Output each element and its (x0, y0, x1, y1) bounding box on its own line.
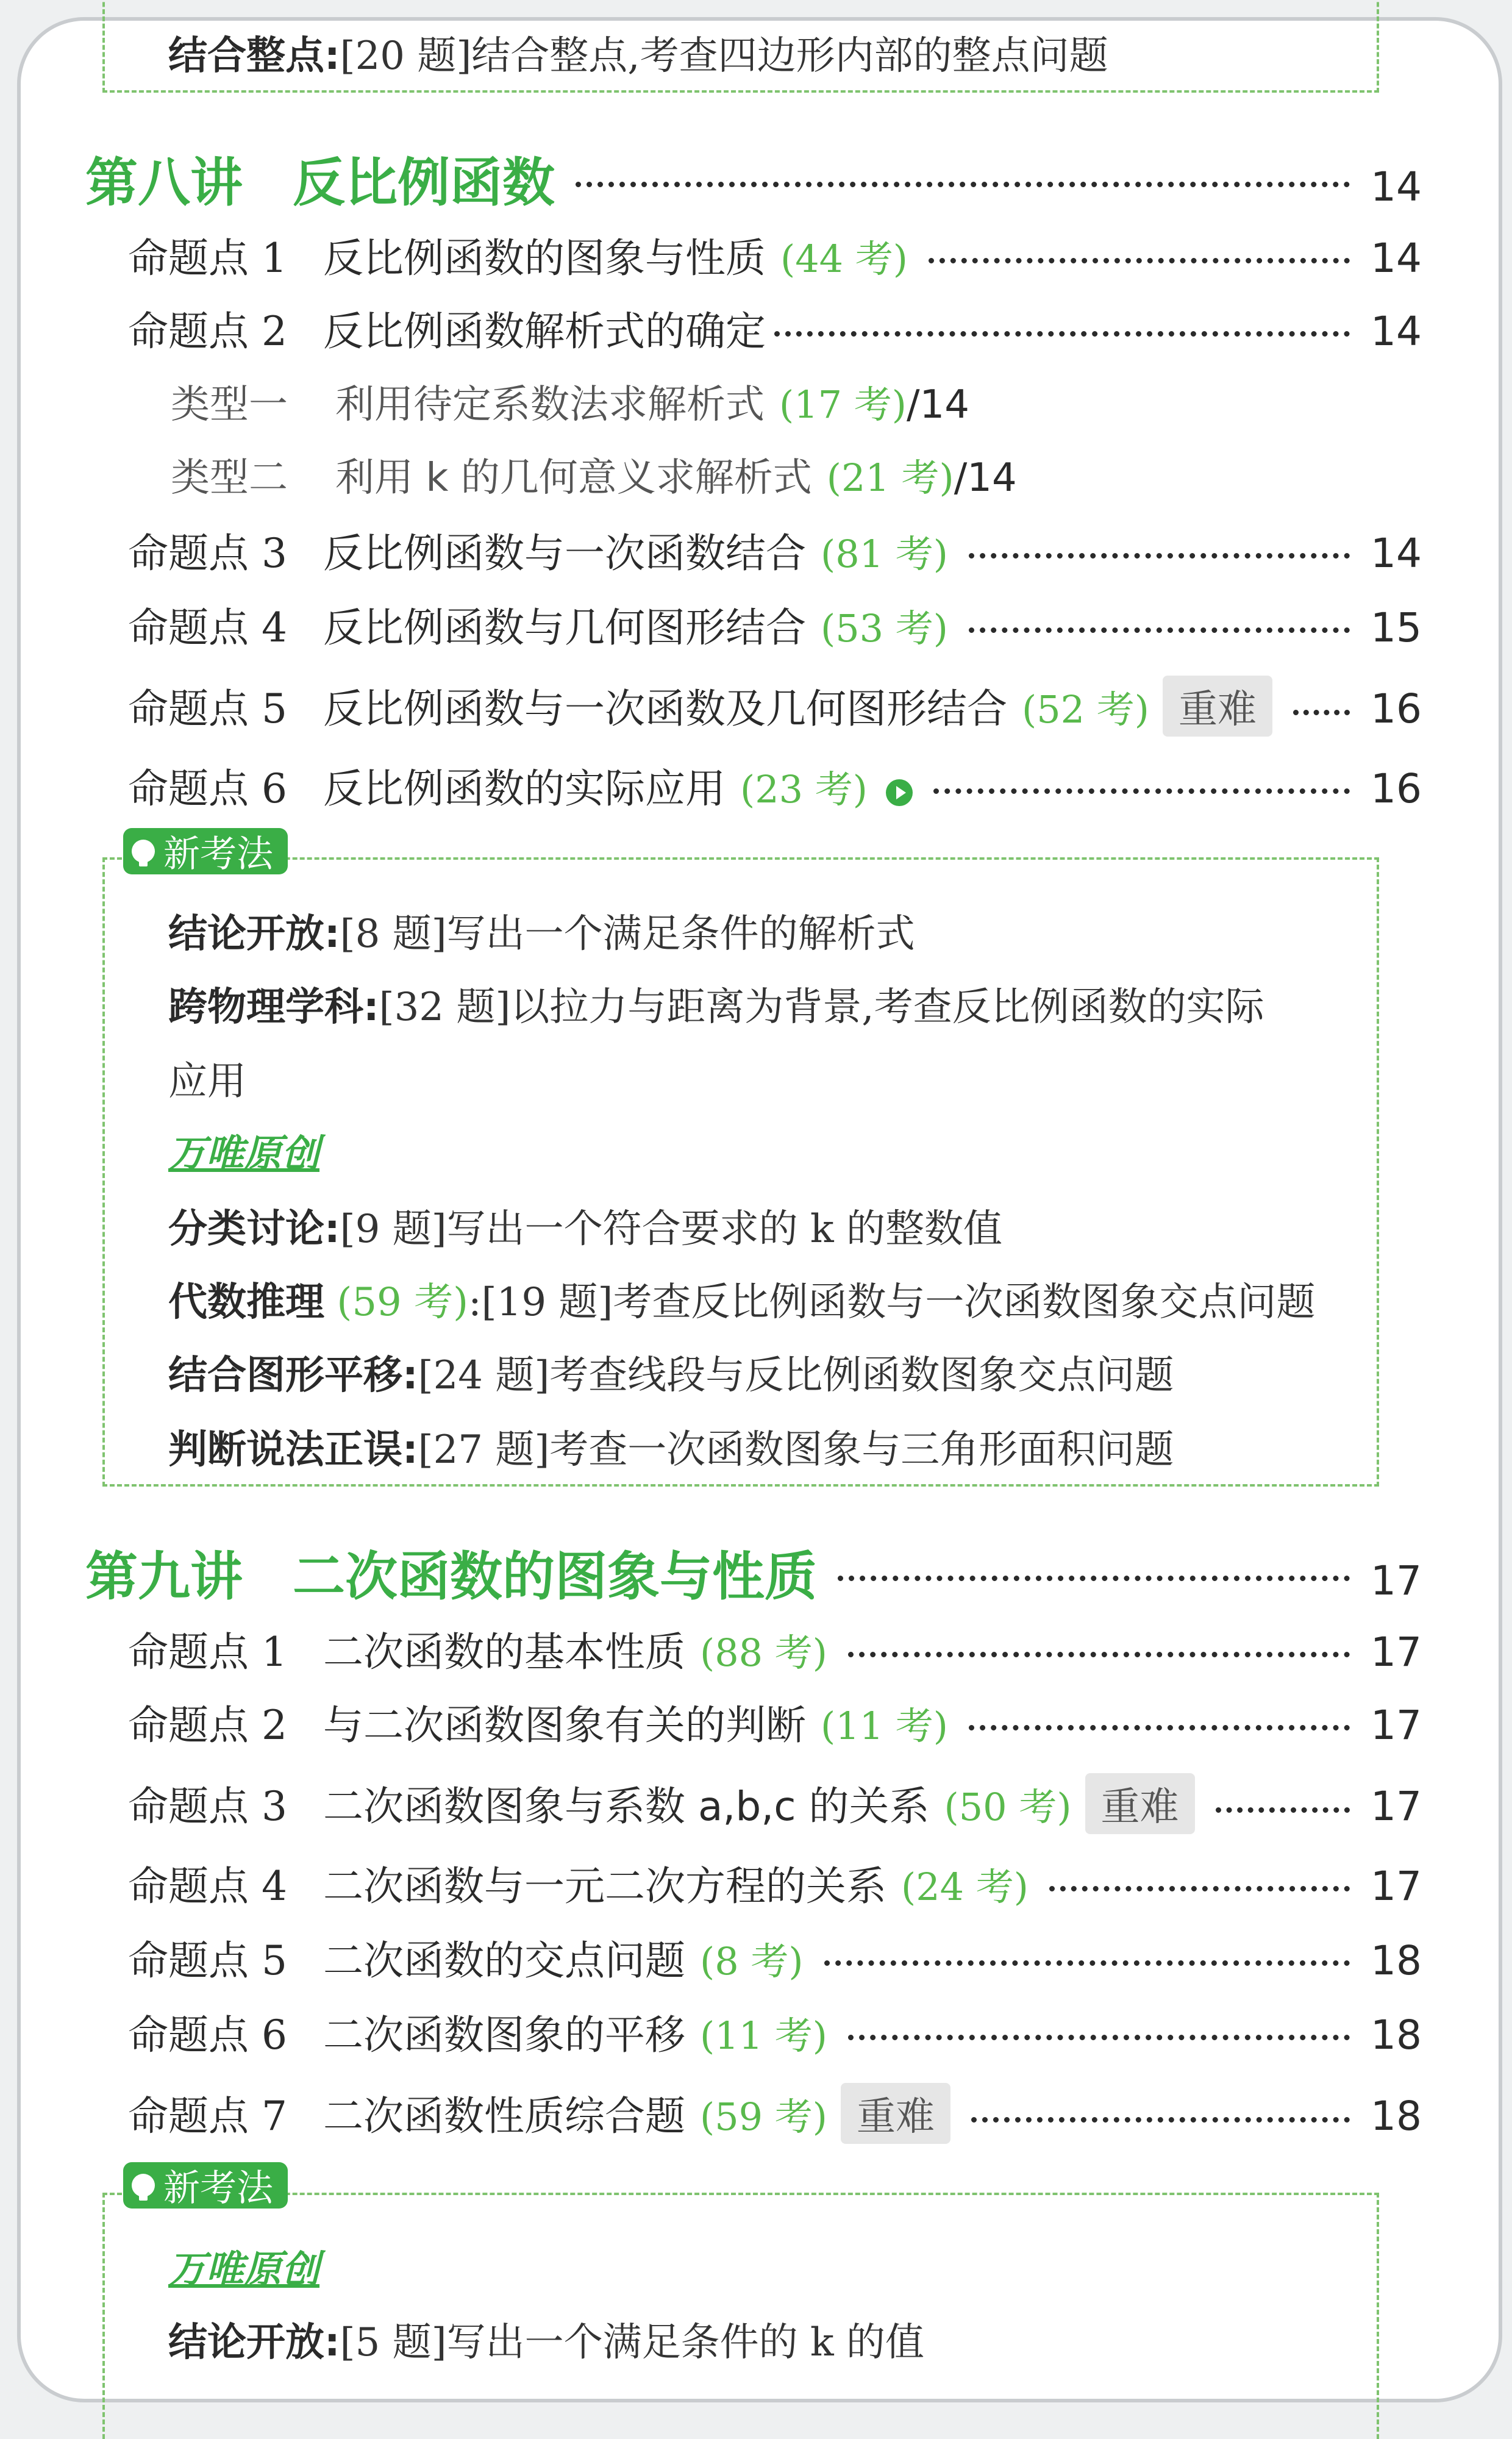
item-label: 命题点 5 (128, 1937, 287, 1984)
exam-count: (52 考) (1022, 687, 1149, 732)
item-label: 命题点 2 (128, 308, 287, 355)
leader-dots (971, 2117, 1350, 2123)
leader-dots (838, 1576, 1350, 1581)
toc-subtype[interactable] (85, 446, 1419, 502)
item-label: 命题点 1 (128, 1629, 287, 1676)
item-label: 命题点 1 (128, 235, 287, 282)
item-label: 命题点 7 (128, 2093, 287, 2140)
lightbulb-icon (132, 2174, 155, 2197)
prev-box-line (168, 24, 1108, 80)
exam-count: (53 考) (821, 606, 948, 651)
box-line (168, 976, 1264, 1032)
item-label: 命题点 4 (128, 604, 287, 651)
subtype-label: 类型二 (171, 455, 288, 501)
badge-label: 新考法 (163, 833, 273, 876)
play-video-icon[interactable] (886, 779, 913, 806)
box-line (168, 1418, 1174, 1474)
page-number: 17 (1371, 1863, 1422, 1910)
line-text: [20 题]结合整点,考查四边形内部的整点问题 (340, 34, 1108, 79)
page-number: /14 (954, 455, 1017, 501)
subtype-label: 类型一 (171, 382, 288, 427)
lightbulb-icon (132, 840, 155, 863)
box-line (168, 1050, 246, 1106)
leader-dots (969, 553, 1350, 559)
toc-subtype[interactable] (85, 373, 1419, 429)
toc-item[interactable] (85, 756, 1422, 814)
toc-item[interactable] (85, 1854, 1422, 1912)
page-number: 14 (1371, 308, 1422, 355)
toc-item[interactable] (85, 1693, 1422, 1751)
exam-count: (59 考) (337, 1280, 469, 1325)
new-method-badge (123, 828, 288, 874)
page-number: 16 (1371, 685, 1422, 732)
page-number: 15 (1371, 604, 1422, 651)
line-head: 判断说法正误: (168, 1427, 418, 1473)
line-text: [9 题]写出一个符合要求的 k 的整数值 (340, 1207, 1003, 1252)
toc-item[interactable] (85, 521, 1422, 579)
chapter-title (85, 1534, 817, 1610)
item-title: 反比例函数解析式的确定 (323, 308, 766, 355)
line-text: [32 题]以拉力与距离为背景,考查反比例函数的实际 (379, 985, 1264, 1030)
page-number: 17 (1371, 1783, 1422, 1830)
toc-item[interactable] (85, 1619, 1422, 1677)
line-text: [24 题]考查线段与反比例函数图象交点问题 (418, 1353, 1174, 1398)
item-title: 二次函数图象的平移 (323, 2012, 685, 2059)
leader-dots (969, 627, 1350, 633)
line-text: [5 题]写出一个满足条件的 k 的值 (340, 2320, 925, 2365)
line-head: 结合图形平移: (168, 1353, 418, 1398)
exam-count: (17 考) (779, 382, 907, 427)
page-number: 17 (1371, 1629, 1422, 1676)
toc-item[interactable] (85, 2002, 1422, 2060)
line-head: 结合整点: (168, 34, 340, 79)
item-label: 命题点 6 (128, 765, 287, 812)
page-number: 14 (1371, 530, 1422, 577)
chapter-number: 第九讲 (85, 1546, 243, 1607)
leader-dots (774, 331, 1350, 337)
chapter-name: 二次函数的图象与性质 (293, 1546, 817, 1607)
box-line (168, 1344, 1174, 1400)
exam-count: (50 考) (944, 1785, 1072, 1829)
original-label: 万唯原创 (168, 2247, 320, 2291)
chapter-number: 第八讲 (85, 152, 243, 213)
page-number: 18 (1371, 2093, 1422, 2140)
exam-count: (44 考) (780, 237, 908, 281)
exam-count: (59 考) (700, 2094, 827, 2139)
leader-dots (1293, 710, 1350, 715)
toc-item[interactable] (85, 226, 1422, 284)
line-text: [8 题]写出一个满足条件的解析式 (340, 912, 915, 957)
exam-count: (11 考) (700, 2013, 827, 2058)
line-head: 结论开放: (168, 2320, 340, 2365)
toc-item[interactable] (85, 2083, 1422, 2144)
difficulty-tag: 重难 (1163, 676, 1272, 737)
item-title: 反比例函数的实际应用 (323, 765, 726, 812)
item-title: 反比例函数与一次函数及几何图形结合 (323, 685, 1007, 732)
leader-dots (1216, 1807, 1350, 1813)
leader-dots (848, 2035, 1350, 2040)
leader-dots (576, 182, 1350, 187)
exam-count: (81 考) (821, 532, 948, 576)
line-head: 分类讨论: (168, 1207, 340, 1252)
difficulty-tag: 重难 (1085, 1773, 1195, 1834)
page-number: 17 (1371, 1557, 1422, 1604)
item-label: 命题点 2 (128, 1702, 287, 1749)
box-line (168, 1198, 1002, 1254)
chapter-heading[interactable] (85, 1534, 1422, 1610)
leader-dots (929, 258, 1350, 263)
leader-dots (933, 788, 1350, 794)
line-head: 代数推理 (168, 1280, 324, 1325)
toc-item[interactable] (85, 595, 1422, 653)
exam-count: (21 考) (826, 455, 954, 500)
subtype-title: 利用 k 的几何意义求解析式 (335, 455, 812, 501)
leader-dots (969, 1725, 1350, 1730)
page-number: 16 (1371, 765, 1422, 812)
box-line (168, 902, 915, 959)
exam-count: (23 考) (740, 767, 868, 812)
item-title: 二次函数性质综合题 (323, 2093, 685, 2140)
original-label: 万唯原创 (168, 1131, 320, 1176)
line-text: [27 题]考查一次函数图象与三角形面积问题 (418, 1427, 1174, 1473)
page-number: /14 (906, 382, 969, 427)
line-text: 应用 (168, 1059, 246, 1104)
item-title: 二次函数的基本性质 (323, 1629, 685, 1676)
subtype-title: 利用待定系数法求解析式 (335, 382, 765, 427)
box-line (168, 1271, 1315, 1327)
item-title: 二次函数图象与系数 a,b,c 的关系 (323, 1783, 930, 1830)
page-number: 14 (1371, 163, 1422, 210)
toc-item[interactable] (85, 1928, 1422, 1986)
exam-count: (24 考) (901, 1865, 1029, 1909)
chapter-name: 反比例函数 (293, 152, 555, 213)
toc-item[interactable] (85, 299, 1422, 357)
item-label: 命题点 6 (128, 2012, 287, 2059)
exam-count: (11 考) (821, 1704, 948, 1748)
item-title: 二次函数的交点问题 (323, 1937, 685, 1984)
line-colon: : (468, 1280, 482, 1325)
item-label: 命题点 3 (128, 1783, 287, 1830)
badge-label: 新考法 (163, 2167, 273, 2210)
chapter-heading[interactable] (85, 140, 1422, 216)
item-title: 二次函数与一元二次方程的关系 (323, 1863, 886, 1910)
chapter-title (85, 140, 555, 216)
toc-item[interactable] (85, 1773, 1422, 1834)
exam-count: (88 考) (700, 1630, 827, 1675)
item-label: 命题点 4 (128, 1863, 287, 1910)
item-title: 反比例函数与几何图形结合 (323, 604, 806, 651)
line-head: 跨物理学科: (168, 985, 379, 1030)
difficulty-tag: 重难 (841, 2083, 950, 2144)
page-number: 14 (1371, 235, 1422, 282)
box-line (168, 2311, 924, 2367)
item-label: 命题点 5 (128, 685, 287, 732)
item-title: 反比例函数的图象与性质 (323, 235, 766, 282)
item-label: 命题点 3 (128, 530, 287, 577)
leader-dots (848, 1652, 1350, 1657)
page-number: 18 (1371, 2012, 1422, 2059)
line-head: 结论开放: (168, 912, 340, 957)
leader-dots (1049, 1886, 1350, 1891)
page-number: 18 (1371, 1937, 1422, 1984)
page-number: 17 (1371, 1702, 1422, 1749)
line-text: [19 题]考查反比例函数与一次函数图象交点问题 (481, 1280, 1316, 1325)
item-title: 与二次函数图象有关的判断 (323, 1702, 806, 1749)
new-method-badge (123, 2162, 288, 2209)
item-title: 反比例函数与一次函数结合 (323, 530, 806, 577)
leader-dots (824, 1960, 1350, 1966)
exam-count: (8 考) (700, 1939, 804, 1984)
toc-item[interactable] (85, 676, 1422, 737)
